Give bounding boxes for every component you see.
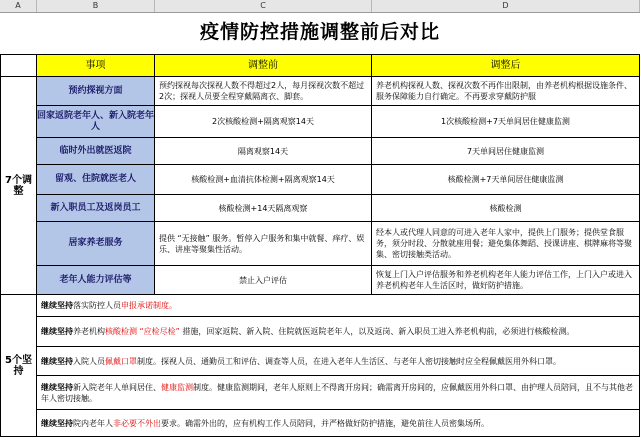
header-after: 调整后 (372, 54, 640, 77)
page-title: 疫情防控措施调整前后对比 (199, 21, 440, 43)
persist-row-0 (37, 295, 640, 317)
persist-highlight: 非必要不外出 (113, 418, 161, 428)
row-after-2: 7天单间居住健康监测 (372, 138, 640, 165)
group-label-persist: 5个坚持 (0, 295, 37, 437)
persist-text-b: 要求。确需外出的，应有机构工作人员陪同，并严格做好防护措施，避免前往人员密集场所。 (161, 418, 489, 428)
persist-lead: 继续坚持 (41, 356, 73, 366)
persist-highlight: 佩戴口罩 (105, 356, 137, 366)
row-after-4: 核酸检测 (372, 195, 640, 222)
row-before-0: 预约探视每次探视人数不得超过2人，每月探视次数不超过2次；探视人员要全程穿戴隔离衣、脚套。 (155, 77, 372, 106)
row-item-6: 老年人能力评估等 (37, 266, 155, 295)
persist-text-b: 制度。探视人员、通勤员工和评估、调查等人员，在进入老年人生活区、与老年人密切接触时应全程佩戴医用外科口罩。 (137, 356, 561, 366)
persist-row-3 (37, 376, 640, 410)
row-before-5: 提供 “无接触” 服务。暂停入户服务和集中就餐、痒疗、娱乐、讲座等聚集性活动。 (155, 222, 372, 266)
persist-text-a: 入院人员 (73, 356, 105, 366)
row-after-3: 核酸检测+7天单间居住健康监测 (372, 165, 640, 195)
row-after-0: 养老机构探视人数、探视次数不再作出限制，由养老机构根据设施条件、服务保障能力自行确定。不再要求穿戴防护服 (372, 77, 640, 106)
persist-lead: 继续坚持 (41, 301, 73, 310)
row-after-6: 恢复上门入户评估服务和养老机构老年人能力评估工作，上门入户或进入养老机构老年人生活区时，做好防护措施。 (372, 266, 640, 295)
row-after-5: 经本人或代理人同意的可进入老年人家中，提供上门服务；提供堂食服务，须分时段、分散就座用餐；避免集体舞蹈、授课讲座、棋牌麻将等聚集、密切接触类活动。 (372, 222, 640, 266)
persist-row-4 (37, 410, 640, 437)
row-item-1: 回家返院老年人、新入院老年人 (37, 106, 155, 138)
persist-text-b: 措施，回家返院、新入院、住院就医返院老年人，以及返岗、新入职员工进入养老机构前，必须进行核酸检测。 (179, 327, 575, 336)
persist-row-1 (37, 317, 640, 347)
persist-highlight: 核酸检测 “应检尽检” (105, 327, 180, 336)
row-item-3: 留观、住院就医老人 (37, 165, 155, 195)
persist-lead: 继续坚持 (41, 327, 73, 336)
row-item-2: 临时外出就医返院 (37, 138, 155, 165)
column-header-b[interactable]: B (37, 0, 155, 12)
persist-text-a: 新入院老年人单间居住、 (73, 382, 161, 392)
persist-text-b: 制度。健康监测期间，老年人原则上不得离开房间；确需离开房间的，应佩戴医用外科口罩、由护理人员陪同，且不与其他老年人密切接触。 (41, 382, 633, 403)
row-before-2: 隔离观察14天 (155, 138, 372, 165)
row-after-1: 1次核酸检测+7天单间居住健康监测 (372, 106, 640, 138)
persist-lead: 继续坚持 (41, 418, 73, 428)
row-before-1: 2次核酸检测+隔离观察14天 (155, 106, 372, 138)
row-before-4: 核酸检测+14天隔离观察 (155, 195, 372, 222)
persist-text-a: 养老机构 (73, 327, 105, 336)
row-item-0: 预约探视方面 (37, 77, 155, 106)
persist-lead: 继续坚持 (41, 382, 73, 392)
header-item: 事项 (37, 54, 155, 77)
row-before-6: 禁止入户评估 (155, 266, 372, 295)
persist-text-a: 院内老年人 (73, 418, 113, 428)
row-item-5: 居家养老服务 (37, 222, 155, 266)
header-blank (0, 54, 37, 77)
column-header-c[interactable]: C (155, 0, 372, 12)
persist-row-2 (37, 347, 640, 376)
column-header-a[interactable]: A (0, 0, 37, 12)
header-before: 调整前 (155, 54, 372, 77)
persist-text-a: 落实防控人员 (73, 301, 121, 310)
row-item-4: 新入职员工及返岗员工 (37, 195, 155, 222)
persist-highlight: 申报承诺制度。 (121, 301, 177, 310)
group-label-adjust: 7个调整 (0, 77, 37, 295)
persist-highlight: 健康监测 (161, 382, 193, 392)
row-before-3: 核酸检测+血清抗体检测+隔离观察14天 (155, 165, 372, 195)
column-header-d[interactable]: D (372, 0, 640, 12)
